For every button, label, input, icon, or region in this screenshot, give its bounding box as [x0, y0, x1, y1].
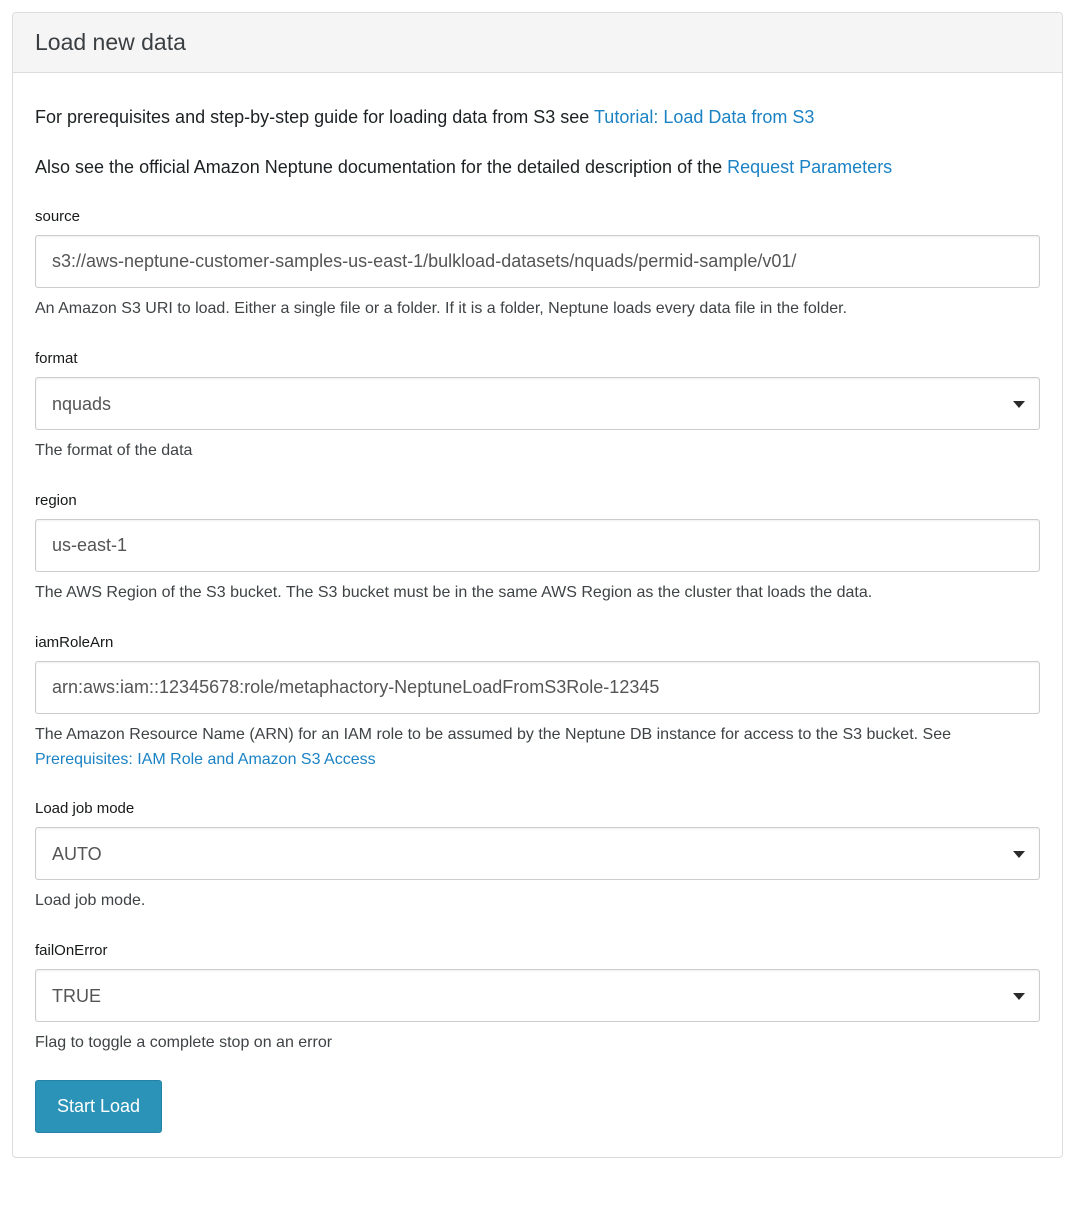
- intro-paragraph-2: [35, 153, 970, 183]
- iam-role-arn-label: iamRoleArn: [35, 633, 114, 651]
- iam-role-arn-help-text: The Amazon Resource Name (ARN) for an IAM role to be assumed by the Neptune DB instance for access to the S3 bucket. See: [35, 725, 952, 743]
- region-label: region: [35, 491, 77, 509]
- load-job-mode-select-wrap: [35, 827, 1040, 880]
- load-new-data-panel: [12, 12, 1063, 1158]
- load-job-mode-label: Load job mode: [35, 800, 135, 818]
- source-help: An Amazon S3 URI to load. Either a single file or a folder. If it is a folder, Neptune loads every data file in the folder.: [35, 300, 848, 318]
- fail-on-error-select[interactable]: [35, 969, 1040, 1022]
- panel-title: Load new data: [35, 29, 186, 55]
- iam-role-arn-help: [35, 723, 1040, 773]
- fail-on-error-help: Flag to toggle a complete stop on an error: [35, 1034, 333, 1052]
- region-input[interactable]: [35, 519, 1040, 572]
- format-help: The format of the data: [35, 442, 193, 460]
- field-fail-on-error: [35, 942, 1040, 1056]
- fail-on-error-select-wrap: [35, 969, 1040, 1022]
- panel-body: [13, 73, 1062, 1157]
- tutorial-load-data-link[interactable]: Tutorial: Load Data from S3: [593, 107, 815, 127]
- region-help: The AWS Region of the S3 bucket. The S3 bucket must be in the same AWS Region as the cluster that loads the data.: [35, 583, 873, 601]
- start-load-button[interactable]: Start Load: [35, 1080, 162, 1133]
- source-input[interactable]: [35, 235, 1040, 288]
- load-job-mode-help: Load job mode.: [35, 892, 146, 910]
- load-job-mode-select[interactable]: [35, 827, 1040, 880]
- request-parameters-link[interactable]: Request Parameters: [727, 156, 893, 177]
- intro-paragraph-2-text: Also see the official Amazon Neptune documentation for the detailed description of the: [35, 156, 728, 177]
- field-format: [35, 350, 1040, 464]
- intro-paragraph-1-text: For prerequisites and step-by-step guide for loading data from S3 see: [35, 107, 594, 127]
- iam-role-arn-input[interactable]: [35, 661, 1040, 714]
- source-label: source: [35, 208, 81, 226]
- intro-paragraph-1: [35, 103, 970, 133]
- panel-heading: [13, 13, 1062, 73]
- field-iam-role-arn: [35, 634, 1040, 773]
- format-select[interactable]: [35, 377, 1040, 430]
- fail-on-error-label: failOnError: [35, 942, 108, 960]
- format-select-wrap: [35, 377, 1040, 430]
- field-source: [35, 208, 1040, 322]
- prerequisites-iam-role-link[interactable]: Prerequisites: IAM Role and Amazon S3 Access: [35, 750, 376, 768]
- field-region: [35, 492, 1040, 606]
- field-load-job-mode: [35, 800, 1040, 914]
- format-label: format: [35, 350, 78, 368]
